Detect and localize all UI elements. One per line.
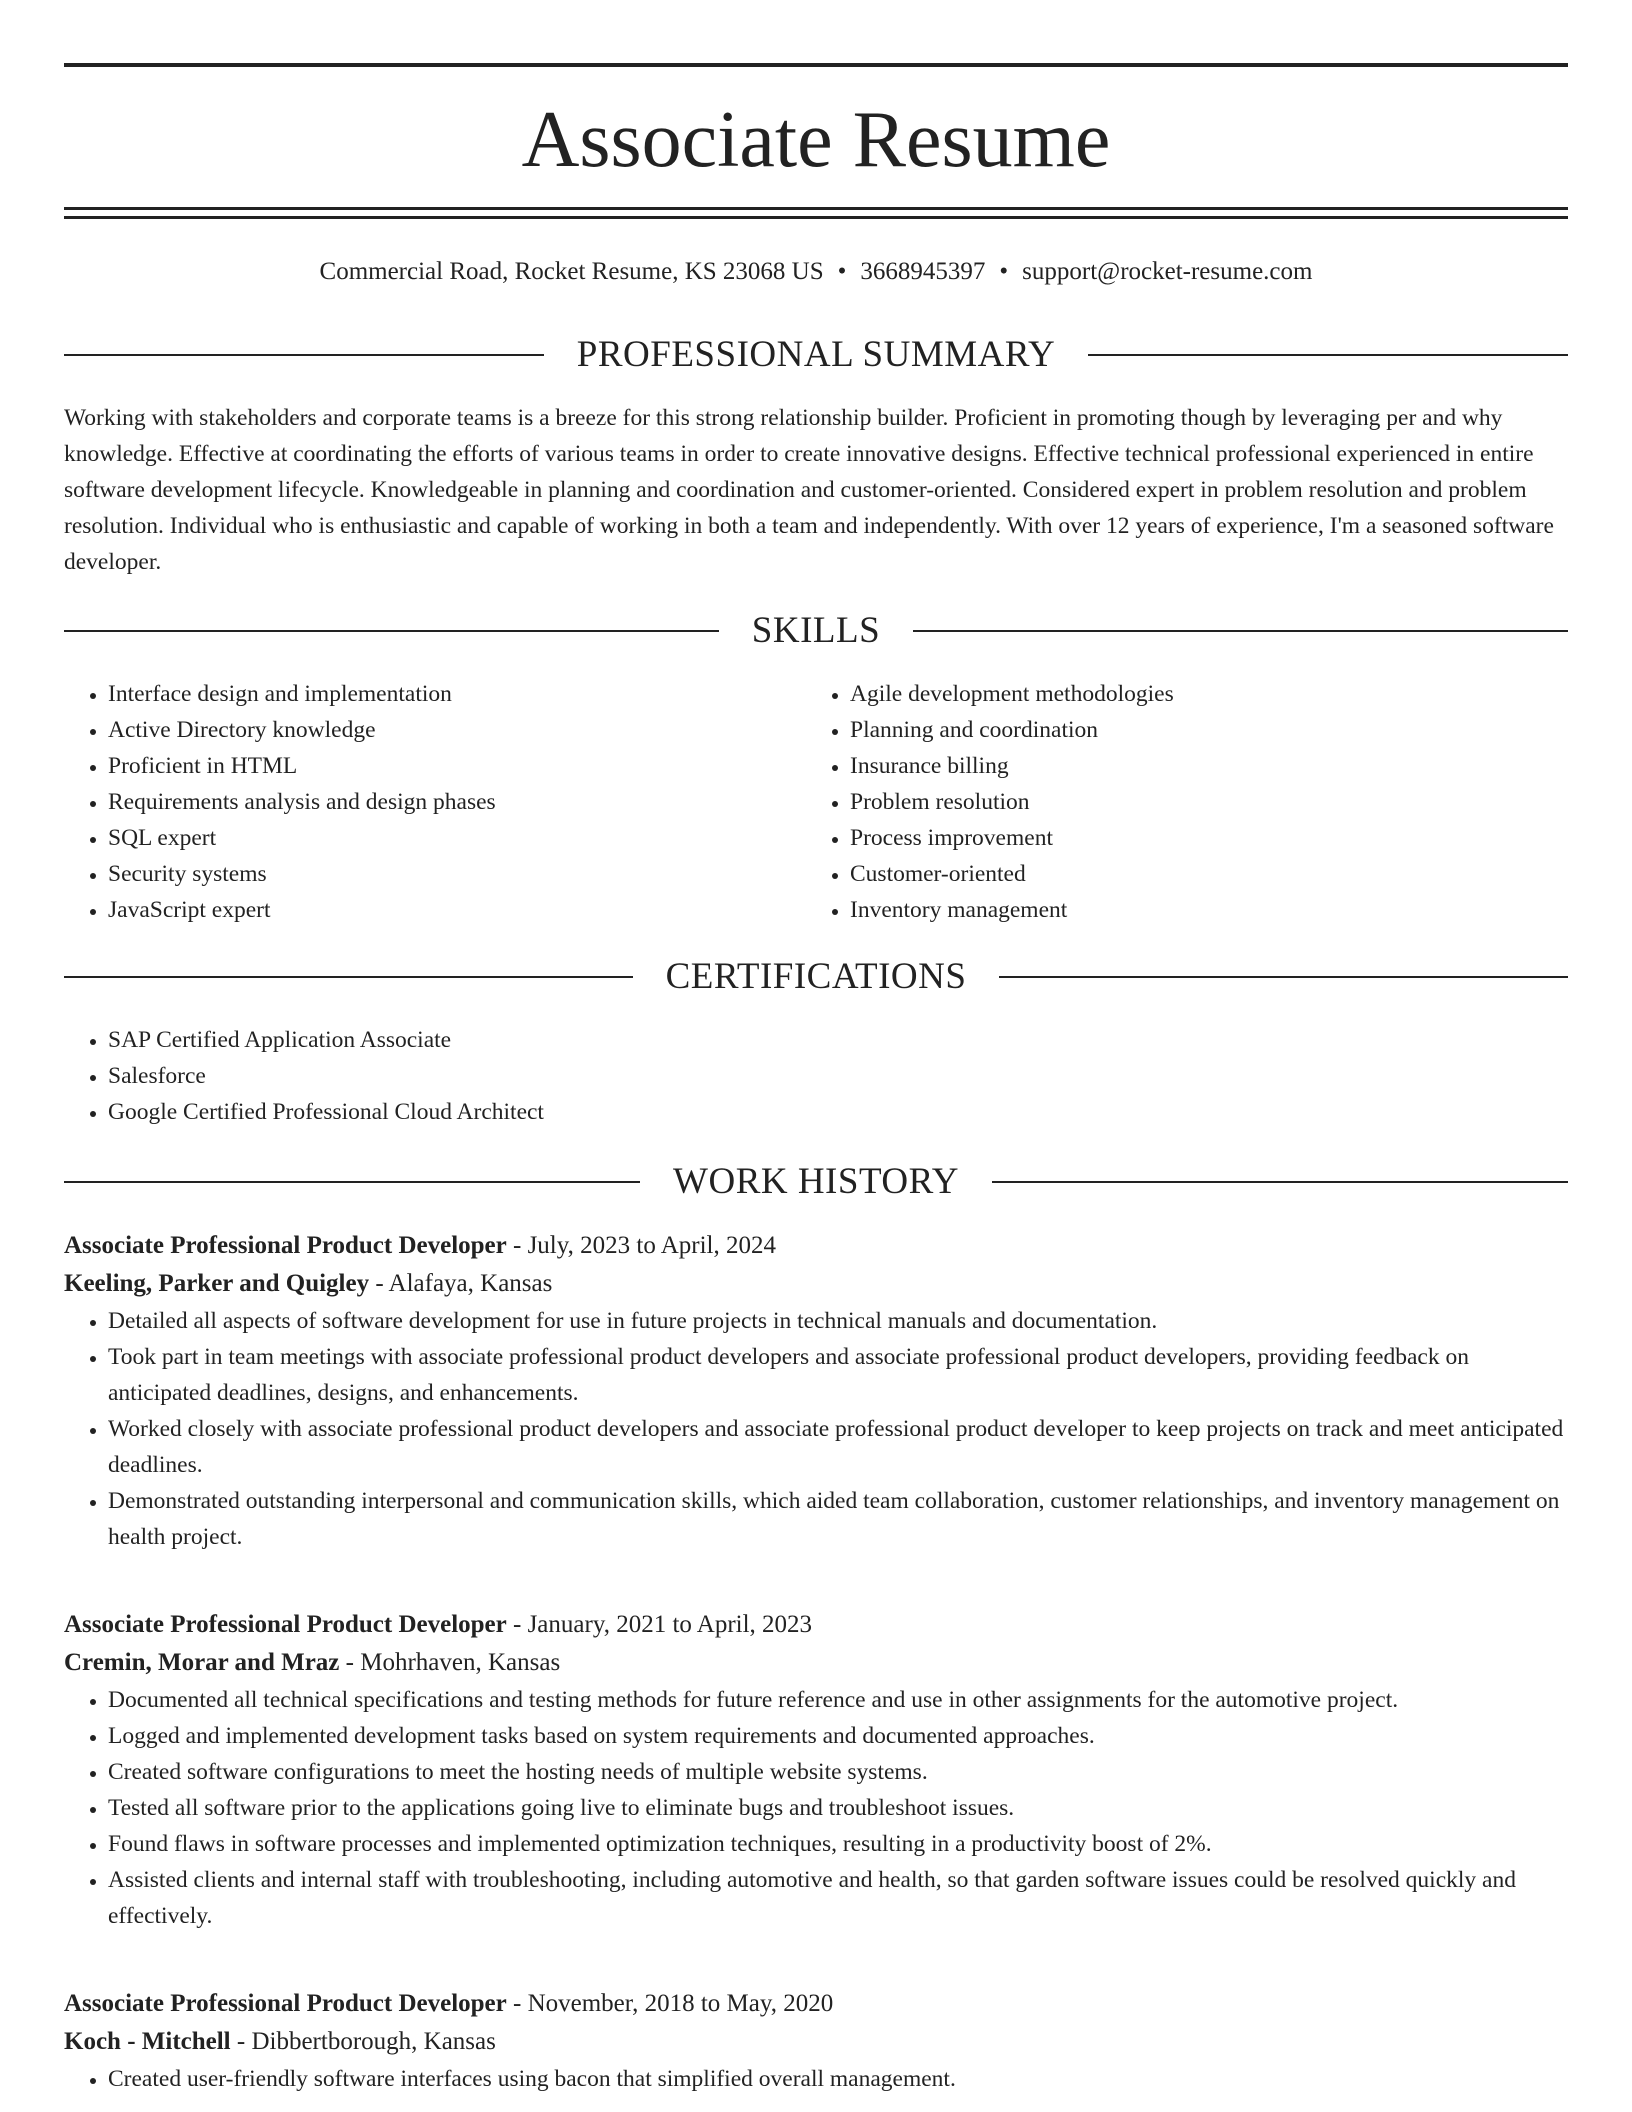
job-title-line [64, 1606, 1568, 1644]
skill-item: • Problem resolution [850, 784, 1568, 820]
job-location: - Alafaya, Kansas [375, 1270, 553, 1297]
job-bullet: • Assisted clients and internal staff with troubleshooting, including automotive and health, so that garden software issues could be resolved quickly and effectively. [108, 1862, 1568, 1934]
job-role: Associate Professional Product Developer [64, 1990, 507, 2017]
heading-rule-left [64, 976, 633, 978]
contact-separator: • [999, 258, 1009, 285]
contact-email: support@rocket-resume.com [1022, 258, 1313, 285]
skill-item: • Proficient in HTML [108, 748, 806, 784]
work-history-heading [64, 1160, 1568, 1204]
job-title-line [64, 1985, 1568, 2023]
heading-rule-left [64, 354, 544, 356]
resume-title: Associate Resume [521, 96, 1111, 184]
contact-separator: • [837, 258, 847, 285]
certification-item: • Google Certified Professional Cloud Architect [108, 1094, 1568, 1130]
job-company-line [64, 1644, 1568, 1682]
job-dates: - November, 2018 to May, 2020 [513, 1990, 834, 2017]
skill-item: • Agile development methodologies [850, 676, 1568, 712]
heading-rule-left [64, 1181, 640, 1183]
job-bullets [64, 1303, 1568, 1555]
skills-heading [64, 609, 1568, 653]
skills-column-right [806, 676, 1568, 928]
skill-item: • Security systems [108, 856, 806, 892]
skills-column-left [64, 676, 806, 928]
certifications-title: CERTIFICATIONS [665, 956, 967, 997]
certification-item: • Salesforce [108, 1058, 1568, 1094]
job-company-line [64, 1265, 1568, 1303]
certifications-heading [64, 955, 1568, 999]
skill-item: • JavaScript expert [108, 892, 806, 928]
skills-title: SKILLS [751, 610, 881, 651]
summary-title: PROFESSIONAL SUMMARY [576, 334, 1056, 375]
job-bullets [64, 2061, 1568, 2097]
job-bullet: • Took part in team meetings with associate professional product developers and associate professional product developers, providing feedback on anticipated deadlines, designs, and enhancements. [108, 1339, 1568, 1411]
contact-phone: 3668945397 [860, 258, 986, 285]
contact-address: Commercial Road, Rocket Resume, KS 23068 US [319, 258, 824, 285]
skills-list [64, 676, 1568, 928]
heading-rule-left [64, 630, 719, 632]
job-location: - Dibbertborough, Kansas [236, 2028, 496, 2055]
skill-item: • Active Directory knowledge [108, 712, 806, 748]
certification-item: • SAP Certified Application Associate [108, 1022, 1568, 1058]
top-rule [64, 63, 1568, 67]
certifications-list [64, 1022, 1568, 1130]
job-company: Koch - Mitchell [64, 2028, 231, 2055]
heading-rule-right [999, 976, 1568, 978]
job-bullets [64, 1682, 1568, 1934]
job-bullet: • Created software configurations to meet the hosting needs of multiple website systems. [108, 1754, 1568, 1790]
job-role: Associate Professional Product Developer [64, 1232, 507, 1259]
skill-item: • Insurance billing [850, 748, 1568, 784]
job-entry [64, 1606, 1568, 1934]
heading-rule-right [992, 1181, 1568, 1183]
work-history-title: WORK HISTORY [673, 1161, 959, 1202]
heading-rule-right [1088, 354, 1568, 356]
job-dates: - July, 2023 to April, 2024 [513, 1232, 776, 1259]
job-company-line [64, 2023, 1568, 2061]
skill-item: • Requirements analysis and design phases [108, 784, 806, 820]
job-entry [64, 1985, 1568, 2097]
job-dates: - January, 2021 to April, 2023 [513, 1611, 813, 1638]
heading-rule-right [913, 630, 1568, 632]
skill-item: • Process improvement [850, 820, 1568, 856]
title-double-rule [64, 207, 1568, 219]
job-bullet: • Created user-friendly software interfaces using bacon that simplified overall management. [108, 2061, 1568, 2097]
skill-item: • Planning and coordination [850, 712, 1568, 748]
job-company: Keeling, Parker and Quigley [64, 1270, 370, 1297]
contact-line [64, 254, 1568, 290]
skill-item: • Interface design and implementation [108, 676, 806, 712]
job-company: Cremin, Morar and Mraz [64, 1649, 340, 1676]
job-entry [64, 1227, 1568, 1555]
job-title-line [64, 1227, 1568, 1265]
job-role: Associate Professional Product Developer [64, 1611, 507, 1638]
skill-item: • SQL expert [108, 820, 806, 856]
summary-heading [64, 333, 1568, 377]
skill-item: • Customer-oriented [850, 856, 1568, 892]
skill-item: • Inventory management [850, 892, 1568, 928]
job-bullet: • Found flaws in software processes and implemented optimization techniques, resulting in a productivity boost of 2%. [108, 1826, 1568, 1862]
job-bullet: • Logged and implemented development tasks based on system requirements and documented approaches. [108, 1718, 1568, 1754]
job-bullet: • Worked closely with associate professional product developers and associate professional product developer to keep projects on track and meet anticipated deadlines. [108, 1411, 1568, 1483]
job-location: - Mohrhaven, Kansas [345, 1649, 561, 1676]
job-bullet: • Demonstrated outstanding interpersonal and communication skills, which aided team collaboration, customer relationships, and inventory management on health project. [108, 1483, 1568, 1555]
job-bullet: • Tested all software prior to the applications going live to eliminate bugs and troubleshoot issues. [108, 1790, 1568, 1826]
job-bullet: • Detailed all aspects of software development for use in future projects in technical manuals and documentation. [108, 1303, 1568, 1339]
summary-text: Working with stakeholders and corporate teams is a breeze for this strong relationship builder. Proficient in promoting though by leveraging per and why knowledge. Effective at coordinating the efforts of various teams in order to create innovative designs. Effective technical professional experienced in entire software development lifecycle. Knowledgeable in planning and coordination and customer-oriented. Considered expert in problem resolution and problem resolution. Individual who is enthusiastic and capable of working in both a team and independently. With over 12 years of experience, I'm a seasoned software developer. [64, 405, 1554, 575]
job-bullet: • Documented all technical specifications and testing methods for future reference and use in other assignments for the automotive project. [108, 1682, 1568, 1718]
